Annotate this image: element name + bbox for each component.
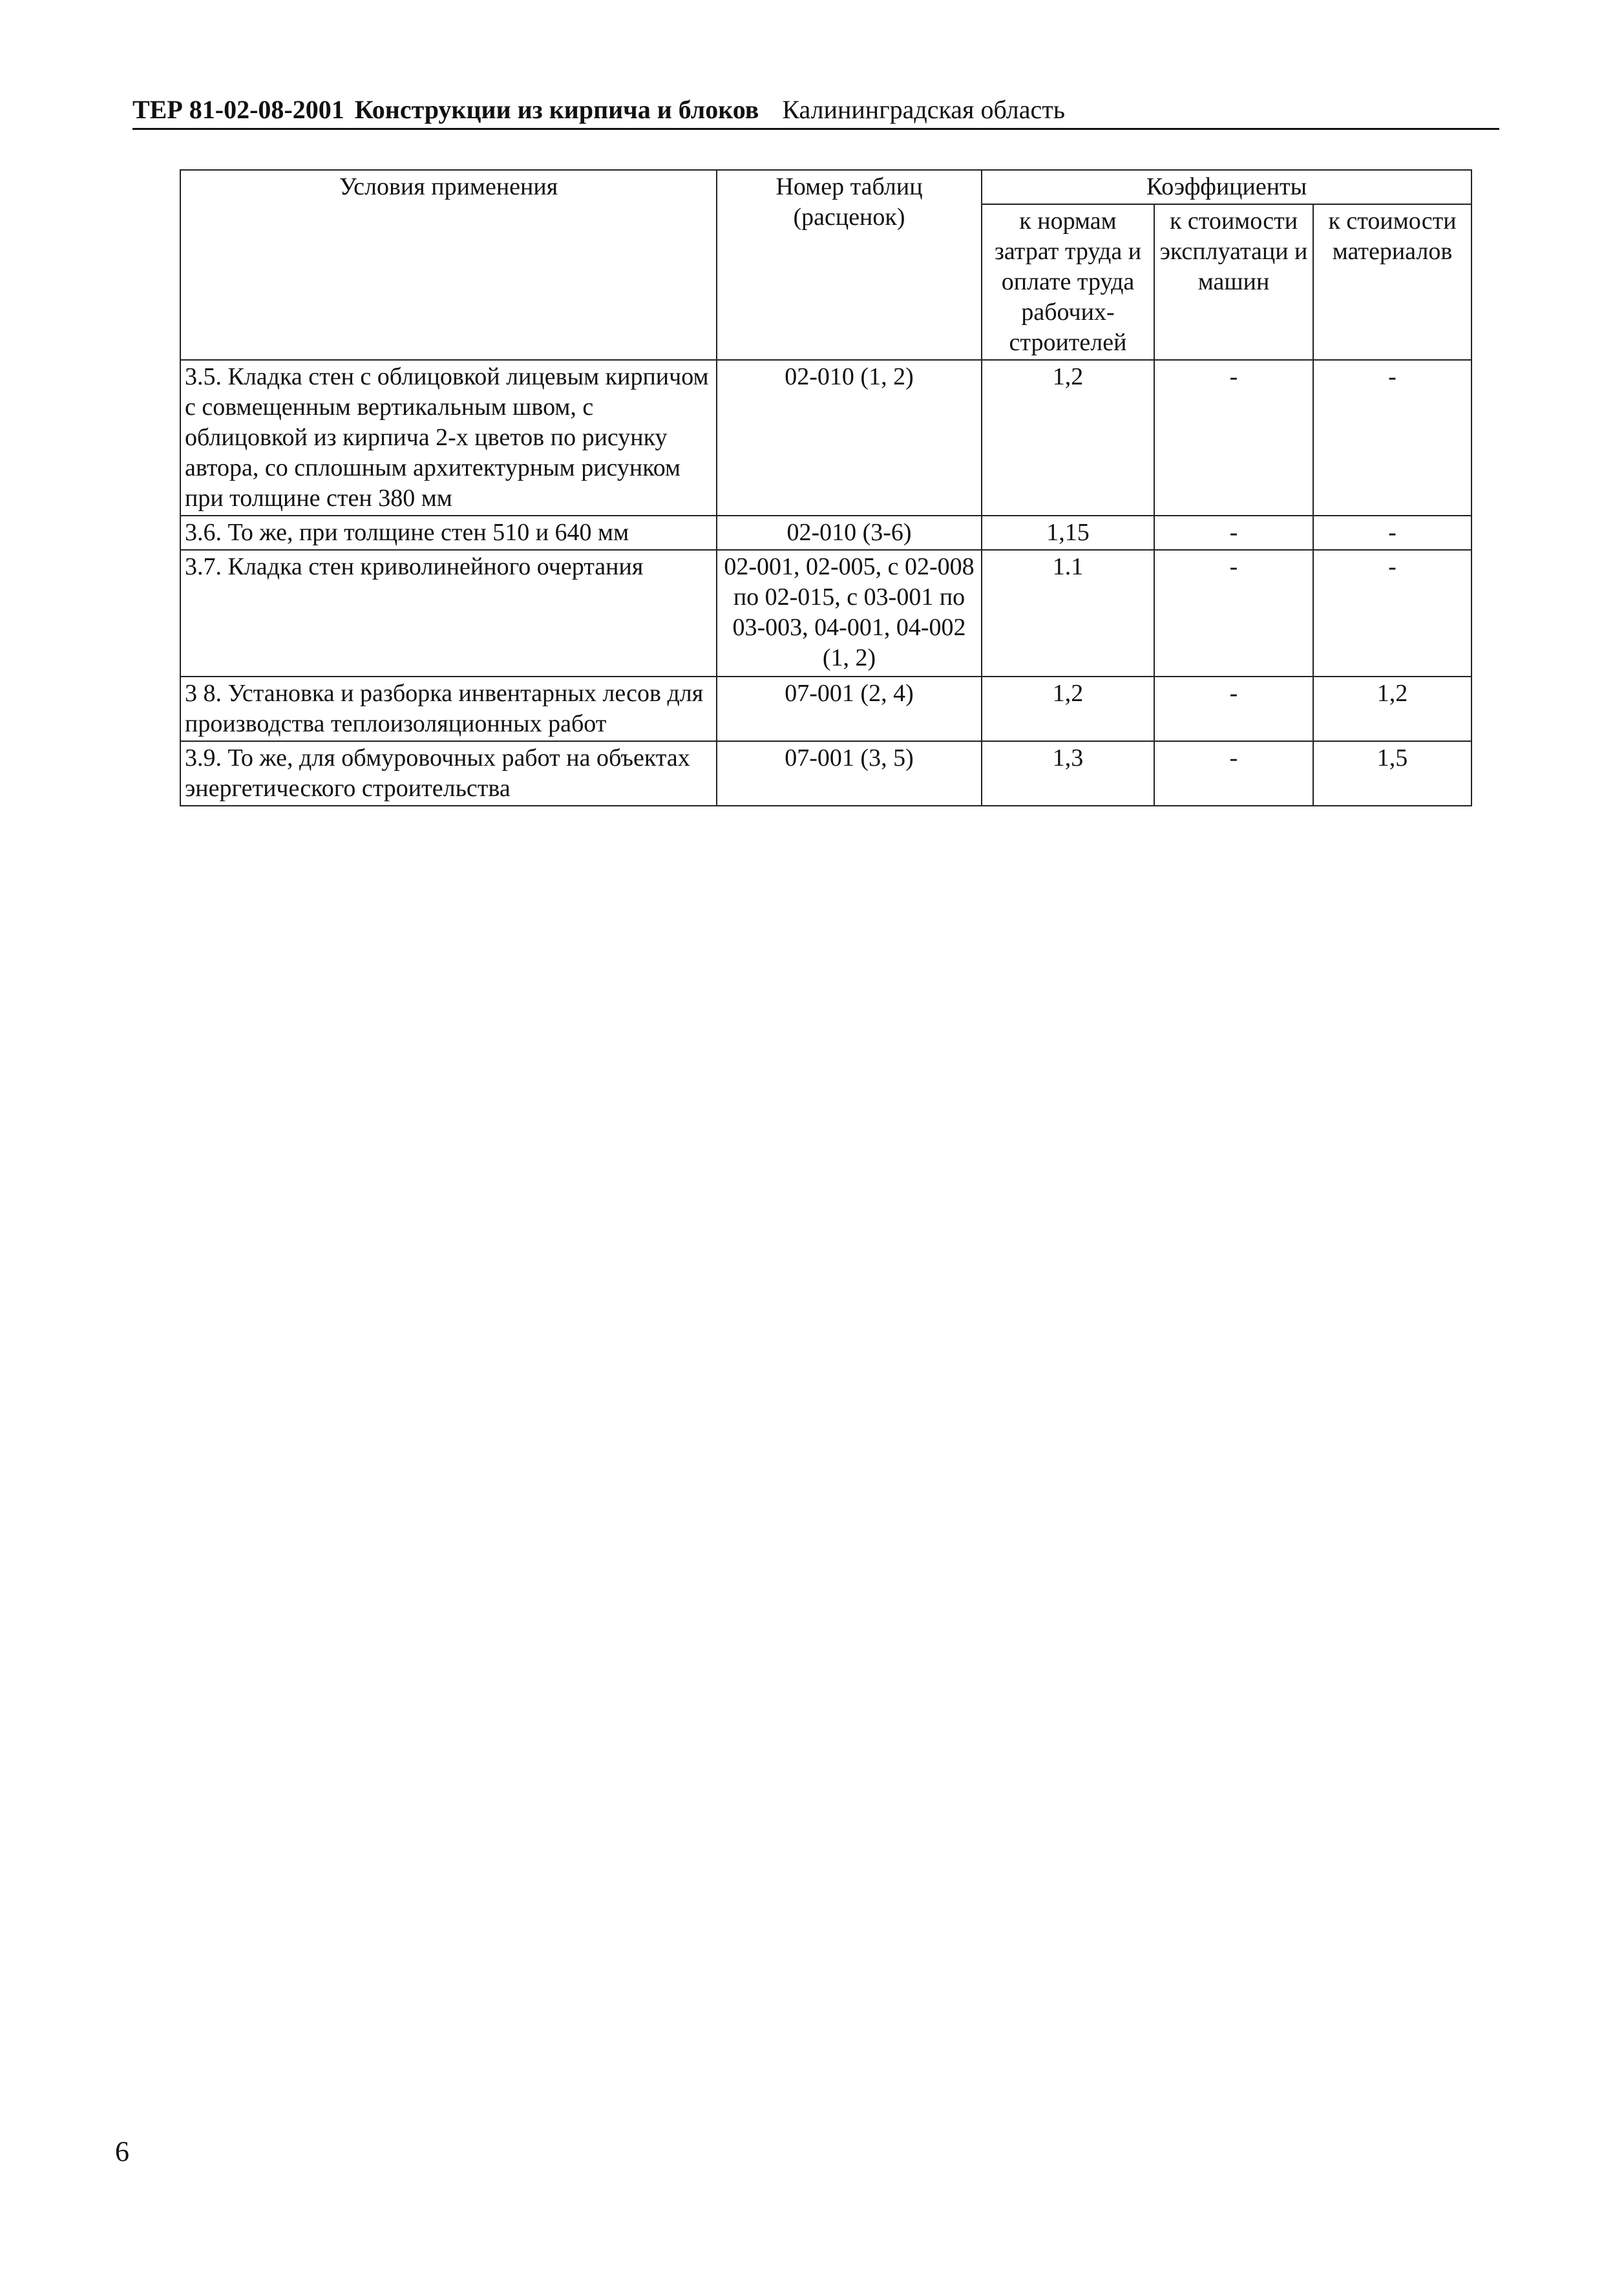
table-row [180, 741, 1471, 806]
row-labor-coef: 1,2 [982, 677, 1154, 741]
document-code: ТЕР 81-02-08-2001 [132, 95, 344, 124]
coefficients-table [180, 169, 1472, 806]
row-table-number: 02-001, 02-005, с 02-008 по 02-015, с 03-001 по 03-003, 04-001, 04-002 (1, 2) [717, 550, 982, 677]
row-conditions: 3.6. То же, при толщине стен 510 и 640 мм [180, 516, 717, 550]
row-materials-coef: - [1313, 360, 1471, 516]
row-conditions: 3.5. Кладка стен с облицовкой лицевым кирпичом с совмещенным вертикальным швом, с облицовкой из кирпича 2-х цветов по рисунку автора, со сплошным архитектурным рисунком при толщине стен 380 мм [180, 360, 717, 516]
header-machines: к стоимости эксплуатаци и машин [1154, 204, 1313, 360]
region-name: Калининградская область [782, 95, 1065, 124]
header-conditions: Условия применения [180, 170, 717, 360]
row-conditions: 3 8. Установка и разборка инвентарных лесов для производства теплоизоляционных работ [180, 677, 717, 741]
row-machines-coef: - [1154, 516, 1313, 550]
row-table-number: 02-010 (3-6) [717, 516, 982, 550]
row-labor-coef: 1.1 [982, 550, 1154, 677]
row-labor-coef: 1,2 [982, 360, 1154, 516]
header-labor: к нормам затрат труда и оплате труда рабочих-строителей [982, 204, 1154, 360]
row-table-number: 07-001 (2, 4) [717, 677, 982, 741]
row-conditions: 3.7. Кладка стен криволинейного очертания [180, 550, 717, 677]
table-row [180, 550, 1471, 677]
row-materials-coef: - [1313, 516, 1471, 550]
row-table-number: 07-001 (3, 5) [717, 741, 982, 806]
page-number: 6 [115, 2136, 129, 2167]
document-title: Конструкции из кирпича и блоков [354, 95, 759, 124]
row-machines-coef: - [1154, 360, 1313, 516]
row-materials-coef: 1,5 [1313, 741, 1471, 806]
row-labor-coef: 1,3 [982, 741, 1154, 806]
table-row [180, 677, 1471, 741]
row-machines-coef: - [1154, 550, 1313, 677]
header-table-number: Номер таблиц (расценок) [717, 170, 982, 360]
header-coefficients: Коэффициенты [982, 170, 1471, 204]
table-row [180, 360, 1471, 516]
row-machines-coef: - [1154, 741, 1313, 806]
row-machines-coef: - [1154, 677, 1313, 741]
table-row [180, 516, 1471, 550]
row-labor-coef: 1,15 [982, 516, 1154, 550]
row-conditions: 3.9. То же, для обмуровочных работ на объектах энергетического строительства [180, 741, 717, 806]
row-table-number: 02-010 (1, 2) [717, 360, 982, 516]
row-materials-coef: 1,2 [1313, 677, 1471, 741]
header-materials: к стоимости материалов [1313, 204, 1471, 360]
row-materials-coef: - [1313, 550, 1471, 677]
running-header [132, 90, 1490, 129]
header-rule [132, 128, 1499, 130]
